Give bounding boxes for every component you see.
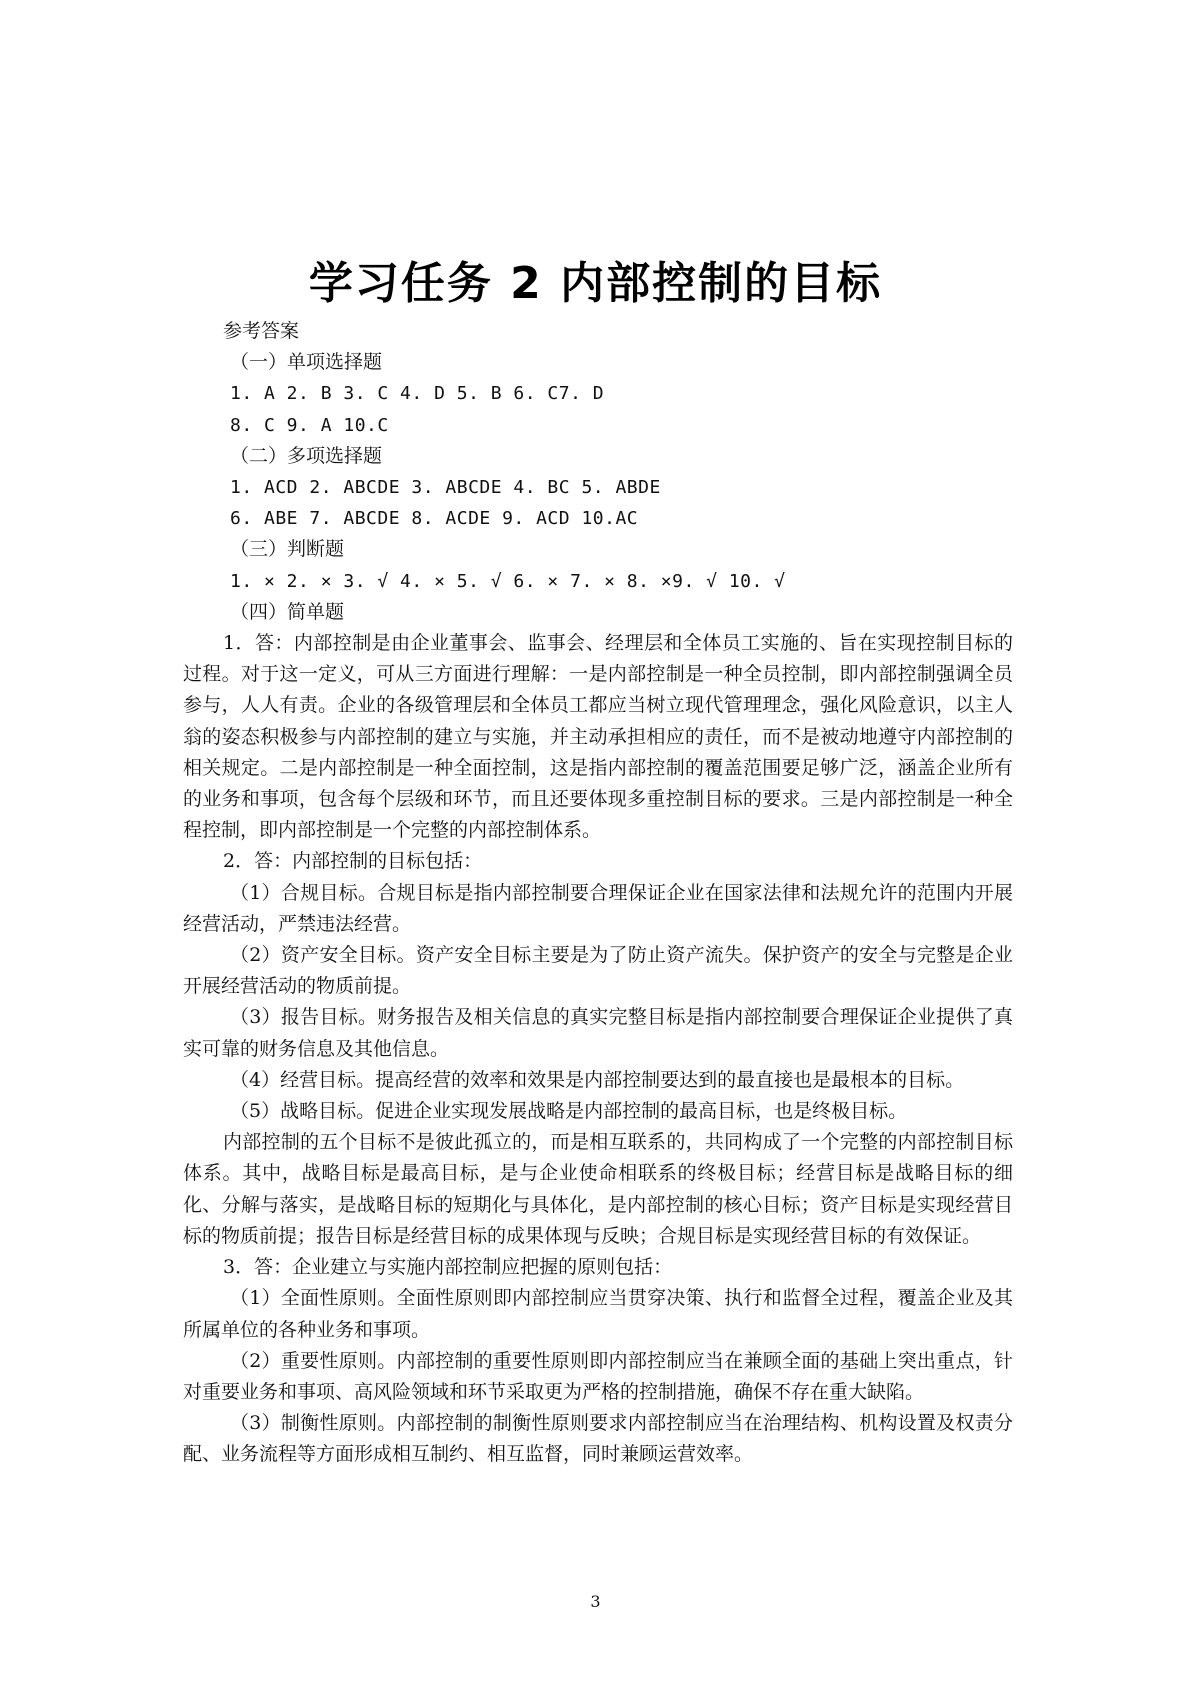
section-heading-short-answer: （四）简单题 xyxy=(230,600,345,623)
answer-line: 1. ACD 2. ABCDE 3. ABCDE 4. BC 5. ABDE xyxy=(230,477,661,499)
answer-item: （2）资产安全目标。资产安全目标主要是为了防止资产流失。保护资产的安全与完整是企业开展经营活动的物质前提。 xyxy=(183,944,1013,998)
answer-item: （1）全面性原则。全面性原则即内部控制应当贯穿决策、执行和监督全过程，覆盖企业及其所属单位的各种业务和事项。 xyxy=(183,1287,1013,1341)
section-heading-true-false: （三）判断题 xyxy=(230,538,345,561)
answer-item: （3）制衡性原则。内部控制的制衡性原则要求内部控制应当在治理结构、机构设置及权责分配、业务流程等方面形成相互制约、相互监督，同时兼顾运营效率。 xyxy=(183,1412,1013,1466)
answer-item: （5）战略目标。促进企业实现发展战略是内部控制的最高目标，也是终极目标。 xyxy=(230,1100,908,1123)
answer-item: （1）合规目标。合规目标是指内部控制要合理保证企业在国家法律和法规允许的范围内开展经营活动，严禁违法经营。 xyxy=(183,881,1013,935)
answer-item: （2）重要性原则。内部控制的重要性原则即内部控制应当在兼顾全面的基础上突出重点，针对重要业务和事项、高风险领域和环节采取更为严格的控制措施，确保不存在重大缺陷。 xyxy=(183,1349,1013,1403)
section-heading-single-choice: （一）单项选择题 xyxy=(230,351,383,374)
answer-item: （4）经营目标。提高经营的效率和效果是内部控制要达到的最直接也是最根本的目标。 xyxy=(230,1068,965,1091)
answer-line: 8. C 9. A 10.C xyxy=(230,414,389,436)
answer-summary-q2: 内部控制的五个目标不是彼此孤立的，而是相互联系的，共同构成了一个完整的内部控制目标体系。其中，战略目标是最高目标，是与企业使命相联系的终极目标；经营目标是战略目标的细化、分解与落实，是战略目标的短期化与具体化，是内部控制的核心目标；资产目标是实现经营目标的物质前提；报告目标是经营目标的成果体现与反映；合规目标是实现经营目标的有效保证。 xyxy=(183,1131,1013,1247)
answer-line: 1. × 2. × 3. √ 4. × 5. √ 6. × 7. × 8. ×9. √ 10. √ xyxy=(230,570,786,592)
answer-intro-q3: 3．答：企业建立与实施内部控制应把握的原则包括： xyxy=(223,1256,673,1279)
answers-heading: 参考答案 xyxy=(223,320,300,342)
document-body xyxy=(183,316,1013,1471)
page-number: 3 xyxy=(590,1592,601,1611)
page-title: 学习任务 2 内部控制的目标 xyxy=(308,258,883,310)
answer-line: 6. ABE 7. ABCDE 8. ACDE 9. ACD 10.AC xyxy=(230,508,639,530)
answer-paragraph-q1: 1．答：内部控制是由企业董事会、监事会、经理层和全体员工实施的、旨在实现控制目标的过程。对于这一定义，可从三方面进行理解：一是内部控制是一种全员控制，即内部控制强调全员参与，人人有责。企业的各级管理层和全体员工都应当树立现代管理理念，强化风险意识，以主人翁的姿态积极参与内部控制的建立与实施，并主动承担相应的责任，而不是被动地遵守内部控制的相关规定。二是内部控制是一种全面控制，这是指内部控制的覆盖范围要足够广泛，涵盖企业所有的业务和事项，包含每个层级和环节，而且还要体现多重控制目标的要求。三是内部控制是一种全程控制，即内部控制是一个完整的内部控制体系。 xyxy=(183,632,1013,842)
answer-intro-q2: 2．答：内部控制的目标包括： xyxy=(223,850,483,873)
answer-item: （3）报告目标。财务报告及相关信息的真实完整目标是指内部控制要合理保证企业提供了真实可靠的财务信息及其他信息。 xyxy=(183,1006,1013,1060)
section-heading-multiple-choice: （二）多项选择题 xyxy=(230,444,383,467)
answer-line: 1. A 2. B 3. C 4. D 5. B 6. C7. D xyxy=(230,383,605,405)
